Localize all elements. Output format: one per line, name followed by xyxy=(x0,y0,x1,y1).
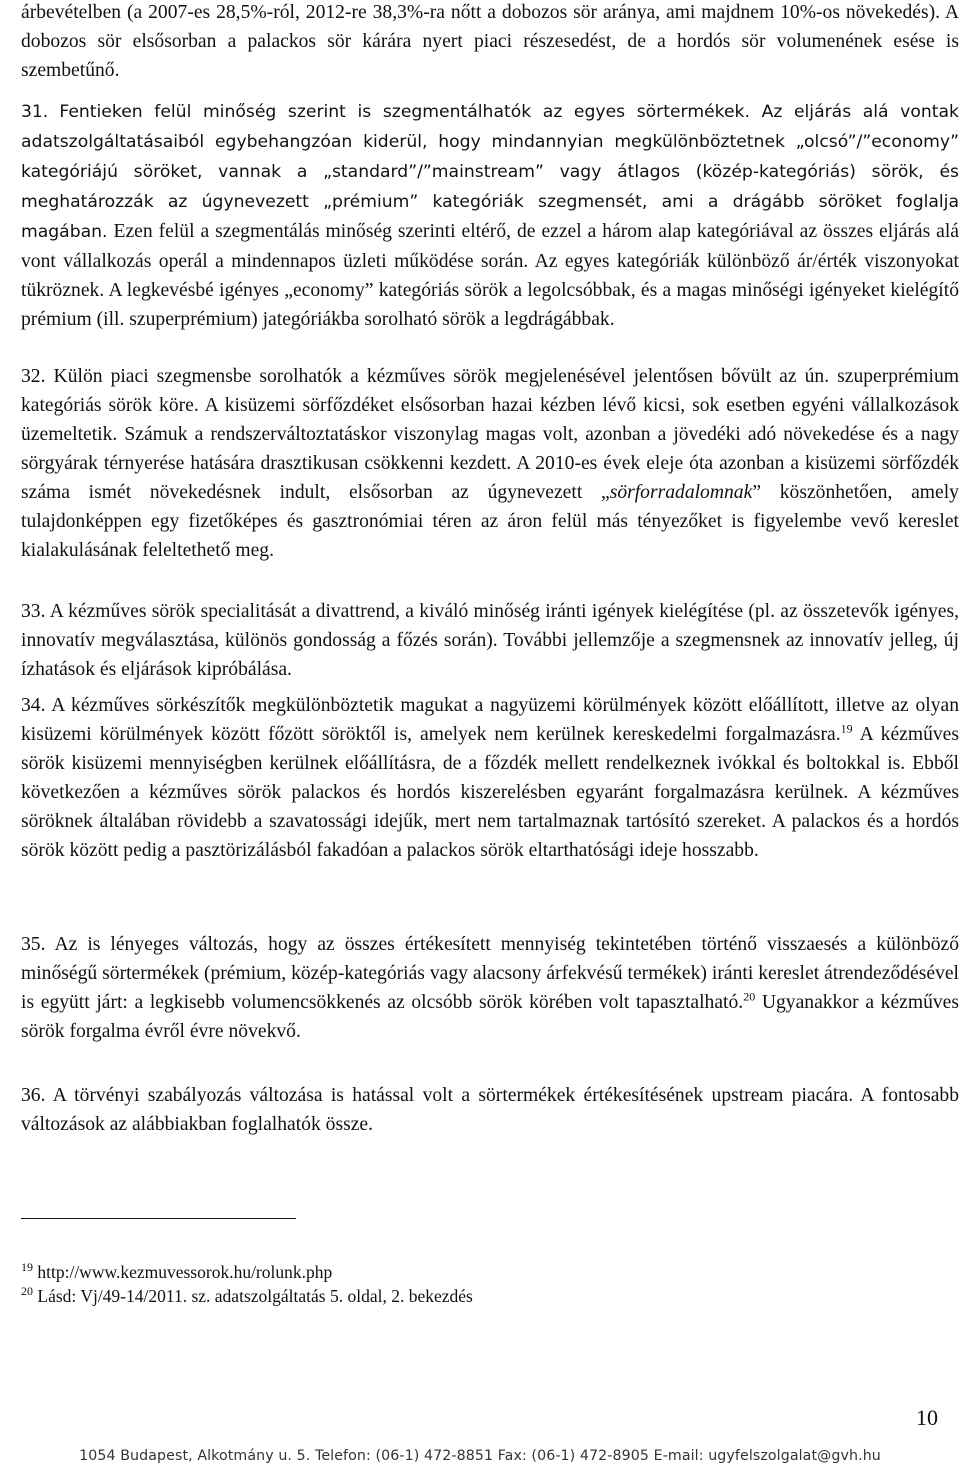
paragraph-number: 32. xyxy=(21,366,46,387)
paragraph-35 xyxy=(21,930,959,1046)
page-footer: 1054 Budapest, Alkotmány u. 5. Telefon: (06-1) 472-8851 Fax: (06-1) 472-8905 E-mail: ugyfelszolgalat@gvh.hu xyxy=(79,1448,881,1464)
paragraph-text: Az is lényeges változás, hogy az összes értékesített mennyiség tekintetében történő visszaesés a különböző minőségű sörtermékek (prémium, közép-kategóriás vagy alacsony árfekvésű termékek) iránti kereslet átrendeződésével is együtt járt: a legkisebb volumencsökkenés az olcsóbb sörök körében volt tapasztalható. xyxy=(21,934,959,1013)
paragraph-number: 36. xyxy=(21,1085,46,1106)
paragraph-text: A törvényi szabályozás változása is hatással volt a sörtermékek értékesítésének upstream piacára. A fontosabb változások az alábbiakban foglalhatók össze. xyxy=(21,1085,960,1135)
footnote-19 xyxy=(21,1260,332,1284)
paragraph-number: 35. xyxy=(21,934,46,955)
paragraph-32 xyxy=(21,362,959,565)
paragraph-31 xyxy=(21,97,959,334)
paragraph-text: A kézműves sörök specialitását a divattrend, a kiváló minőség iránti igények kielégítése (pl. az összetevők igényes, innovatív megválasztása, különös gondosság a főzés során). További jellemzője a szegmensnek az innovatív jelleg, új ízhatások és eljárások kipróbálása. xyxy=(21,601,960,680)
footnote-20 xyxy=(21,1284,473,1308)
paragraph-number: 33. xyxy=(21,601,46,622)
footnote-number: 20 xyxy=(21,1284,33,1299)
paragraph-text: Külön piaci szegmensbe sorolhatók a kézműves sörök megjelenésével jelentősen bővült az ún. szuperprémium kategóriás sörök köre. A kisüzemi sörfőzdéket elsősorban hazai kézben lévő kicsi, sok esetben egyéni vállalkozások üzemeltetik. Számuk a rendszerváltoztatáskor viszonylag magas volt, azonban a jövedéki adó növekedése és a nagy sörgyárak térnyerése hatására drasztikusan csökkenni kezdett. A 2010-es évek eleje óta azonban a kisüzemi sörfőzdék száma ismét növekedésnek indult, elsősorban az úgynevezett „ xyxy=(21,366,960,503)
italic-term: sörforradalomnak xyxy=(609,482,753,503)
paragraph-text-end: A kézműves sörök kisüzemi mennyiségben kerülnek előállításra, de a főzdék mellett rendelkeznek ivókkal és boltokkal is. Ebből következően a kézműves sörök palackos és hordós kiszerelésben egyaránt forgalmazásra kerülnek. A kézműves söröknek általában rövidebb a szavatossági idejűk, mert nem tartalmaznak tartósító szereket. A palackos és a hordós sörök között pedig a pasztörizálásból fakadóan a palackos sörök eltarthatósági ideje hosszabb. xyxy=(21,724,959,861)
footnote-reference[interactable]: 20 xyxy=(743,989,756,1004)
paragraph-lead-text: Fentieken felül minőség szerint is szegmentálhatók az egyes sörtermékek. Az eljárás alá vontak adatszolgáltatásaiból egybehangzóan kiderül, hogy mindannyian megkülönböztetnek „olcsó”/”economy” kategóriájú söröket, vannak a „standard”/”mainstream” vagy átlagos (közép-kategóriás) sörök, és meghatározzák az úgynevezett „prémium” kategóriák szegmensét, ami a drágább söröket foglalja magában. xyxy=(21,102,959,242)
footnote-reference[interactable]: 19 xyxy=(840,721,853,736)
paragraph-continuation: árbevételben (a 2007-es 28,5%-ról, 2012-re 38,3%-ra nőtt a dobozos sör aránya, ami majdnem 10%-os növekedés). A dobozos sör elsősorban a palackos sör kárára nyert piaci részesedést, de a hordós sör volumenének esése is szembetűnő. xyxy=(21,2,959,81)
paragraph-text-end: Ugyanakkor a kézműves sörök forgalma évről évre növekvő. xyxy=(21,992,960,1042)
paragraph-text-end: ” köszönhetően, amely tulajdonképpen egy fizetőképes és gasztronómiai téren az áron felül más tényezőket is figyelembe vevő kereslet kialakulásának feleltethető meg. xyxy=(21,482,959,561)
paragraph-36 xyxy=(21,1081,959,1139)
paragraph-number: 31. xyxy=(21,102,49,122)
paragraph-34 xyxy=(21,691,959,865)
paragraph-number: 34. xyxy=(21,695,46,716)
footnote-text: Lásd: Vj/49-14/2011. sz. adatszolgáltatás 5. oldal, 2. bekezdés xyxy=(33,1286,473,1306)
footnote-link[interactable]: http://www.kezmuvessorok.hu/rolunk.php xyxy=(33,1262,333,1282)
paragraph-text: Ezen felül a szegmentálás minőség szerinti eltérő, de ezzel a három alap kategóriával az összes eljárás alá vont vállalkozás operál a mindennapos üzleti működése során. Az egyes kategóriák különböző ár/érték viszonyokat tükröznek. A legkevésbé igényes „economy” kategóriás sörök a legolcsóbbak, és a magas minőségi igényeket kielégítő prémium (ill. szuperprémium) jategóriákba sorolható sörök a legdrágábbak. xyxy=(21,221,959,330)
paragraph-33 xyxy=(21,597,959,684)
paragraph-text: A kézműves sörkészítők megkülönböztetik magukat a nagyüzemi körülmények között előállított, illetve az olyan kisüzemi körülmények között főzött söröktől is, amelyek nem kerülnek kereskedelmi forgalmazásra. xyxy=(21,695,959,745)
footnote-number: 19 xyxy=(21,1260,33,1275)
footnote-separator xyxy=(21,1218,296,1219)
page-number: 10 xyxy=(916,1405,938,1430)
